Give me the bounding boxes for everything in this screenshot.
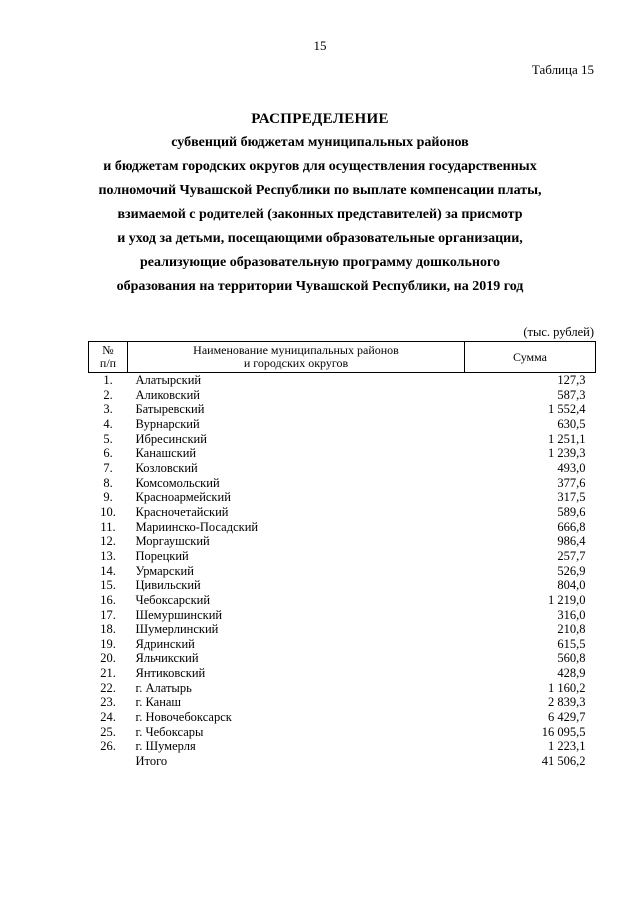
- row-number: 15.: [100, 578, 116, 593]
- title-line: образования на территории Чувашской Республики, на 2019 год: [116, 279, 524, 294]
- row-number: 9.: [103, 490, 113, 505]
- row-sum: 1 160,2: [548, 680, 586, 695]
- row-number: 1.: [103, 373, 113, 387]
- table-row: [89, 373, 596, 388]
- table-row: [89, 476, 596, 491]
- row-name: Итого: [135, 754, 168, 769]
- row-name: Моргаушский: [135, 534, 210, 549]
- table-label: Таблица 15: [531, 62, 594, 77]
- table-row: [89, 681, 596, 696]
- row-sum: 560,8: [557, 651, 586, 666]
- row-sum: 1 223,1: [548, 739, 586, 754]
- row-name: Комсомольский: [135, 475, 220, 490]
- table-row: [89, 578, 596, 593]
- row-number: 24.: [100, 710, 116, 725]
- row-number: 22.: [100, 680, 116, 695]
- row-sum: 257,7: [557, 548, 586, 563]
- row-sum: 127,3: [557, 373, 586, 387]
- table-row: [89, 505, 596, 520]
- table-row: [89, 446, 596, 461]
- distribution-table: [88, 341, 596, 769]
- row-sum: 1 552,4: [548, 402, 586, 417]
- row-name: Ибресинский: [135, 431, 207, 446]
- row-name: Порецкий: [135, 548, 189, 563]
- table-row: [89, 608, 596, 623]
- table-row: [89, 725, 596, 740]
- row-name: Мариинско-Посадский: [135, 519, 259, 534]
- header-name: [128, 342, 465, 373]
- table-row: [89, 651, 596, 666]
- table-row: [89, 402, 596, 417]
- row-name: Красночетайский: [135, 504, 229, 519]
- row-name: Аликовский: [135, 387, 200, 402]
- table-body: [89, 373, 596, 769]
- row-name: г. Шумерля: [135, 739, 196, 754]
- row-name: г. Новочебоксарск: [135, 710, 232, 725]
- row-name: г. Чебоксары: [135, 724, 204, 739]
- row-sum: 589,6: [557, 504, 586, 519]
- row-sum: 16 095,5: [541, 724, 586, 739]
- header-number-line1: №: [102, 343, 114, 357]
- row-name: Янтиковский: [135, 666, 206, 681]
- row-sum: 526,9: [557, 563, 586, 578]
- row-number: 2.: [103, 387, 113, 402]
- title-line: субвенций бюджетам муниципальных районов: [171, 135, 469, 150]
- row-number: [89, 754, 128, 769]
- row-number: 11.: [100, 519, 116, 534]
- row-sum: 615,5: [557, 636, 586, 651]
- row-sum: 428,9: [557, 666, 586, 681]
- table-row: [89, 388, 596, 403]
- title-line: реализующие образовательную программу дошкольного: [140, 255, 500, 270]
- table-row: [89, 710, 596, 725]
- row-number: 7.: [103, 460, 113, 475]
- row-name: Ядринский: [135, 636, 195, 651]
- row-name: г. Алатырь: [135, 680, 192, 695]
- row-name: Батыревский: [135, 402, 205, 417]
- row-number: 17.: [100, 607, 116, 622]
- row-number: 6.: [103, 446, 113, 461]
- row-sum: 666,8: [557, 519, 586, 534]
- row-name: Красноармейский: [135, 490, 231, 505]
- row-sum: 41 506,2: [541, 754, 586, 769]
- row-number: 12.: [100, 534, 116, 549]
- row-sum: 986,4: [557, 534, 586, 549]
- row-name: Цивильский: [135, 578, 201, 593]
- row-sum: 1 251,1: [548, 431, 586, 446]
- row-number: 5.: [103, 431, 113, 446]
- row-number: 18.: [100, 622, 116, 637]
- table-row: [89, 666, 596, 681]
- table-row: [89, 520, 596, 535]
- row-sum: 316,0: [557, 607, 586, 622]
- header-name-line2: и городских округов: [243, 356, 349, 370]
- table-row: [89, 695, 596, 710]
- table-row: [89, 432, 596, 447]
- table-row: [89, 549, 596, 564]
- table-row: [89, 417, 596, 432]
- row-number: 26.: [100, 739, 116, 754]
- row-name: Урмарский: [135, 563, 194, 578]
- row-number: 14.: [100, 563, 116, 578]
- row-name: Чебоксарский: [135, 592, 211, 607]
- row-name: г. Канаш: [135, 695, 182, 710]
- row-name: Яльчикский: [135, 651, 199, 666]
- table-row: [89, 739, 596, 754]
- row-number: 20.: [100, 651, 116, 666]
- row-sum: 493,0: [557, 460, 586, 475]
- row-number: 3.: [103, 402, 113, 417]
- header-sum: Сумма: [465, 342, 596, 373]
- row-sum: 377,6: [557, 475, 586, 490]
- row-name: Канашский: [135, 446, 197, 461]
- row-number: 10.: [100, 504, 116, 519]
- title-line: и бюджетам городских округов для осуществления государственных: [103, 159, 537, 174]
- row-sum: 6 429,7: [548, 710, 586, 725]
- row-name: Козловский: [135, 460, 198, 475]
- table-row: [89, 490, 596, 505]
- document-title: [0, 107, 640, 299]
- row-sum: 587,3: [557, 387, 586, 402]
- title-line: взимаемой с родителей (законных представителей) за присмотр: [117, 207, 523, 222]
- header-number-line2: п/п: [99, 356, 117, 370]
- row-number: 25.: [100, 724, 116, 739]
- page-number: 15: [313, 38, 327, 53]
- row-number: 19.: [100, 636, 116, 651]
- row-name: Алатырский: [135, 373, 202, 387]
- row-number: 4.: [103, 416, 113, 431]
- row-sum: 1 219,0: [548, 592, 586, 607]
- header-name-line1: Наименование муниципальных районов: [193, 343, 399, 357]
- row-sum: 317,5: [557, 490, 586, 505]
- title-line: полномочий Чувашской Республики по выплате компенсации платы,: [98, 183, 542, 198]
- row-name: Шумерлинский: [135, 622, 219, 637]
- table-total-row: [89, 754, 596, 769]
- table-row: [89, 564, 596, 579]
- title-line: и уход за детьми, посещающими образовательные организации,: [117, 231, 523, 246]
- row-sum: 804,0: [557, 578, 586, 593]
- table-row: [89, 622, 596, 637]
- header-number: [89, 342, 128, 373]
- row-sum: 210,8: [557, 622, 586, 637]
- row-number: 23.: [100, 695, 116, 710]
- row-name: Шемуршинский: [135, 607, 223, 622]
- table-row: [89, 593, 596, 608]
- table-header-row: [89, 342, 596, 373]
- units-label: (тыс. рублей): [523, 325, 594, 339]
- title-main: РАСПРЕДЕЛЕНИЕ: [251, 111, 389, 127]
- row-number: 16.: [100, 592, 116, 607]
- row-name: Вурнарский: [135, 416, 200, 431]
- table-row: [89, 461, 596, 476]
- table-row: [89, 637, 596, 652]
- row-number: 8.: [103, 475, 113, 490]
- row-sum: 2 839,3: [548, 695, 586, 710]
- row-sum: 630,5: [557, 416, 586, 431]
- row-sum: 1 239,3: [548, 446, 586, 461]
- row-number: 13.: [100, 548, 116, 563]
- table-row: [89, 534, 596, 549]
- row-number: 21.: [100, 666, 116, 681]
